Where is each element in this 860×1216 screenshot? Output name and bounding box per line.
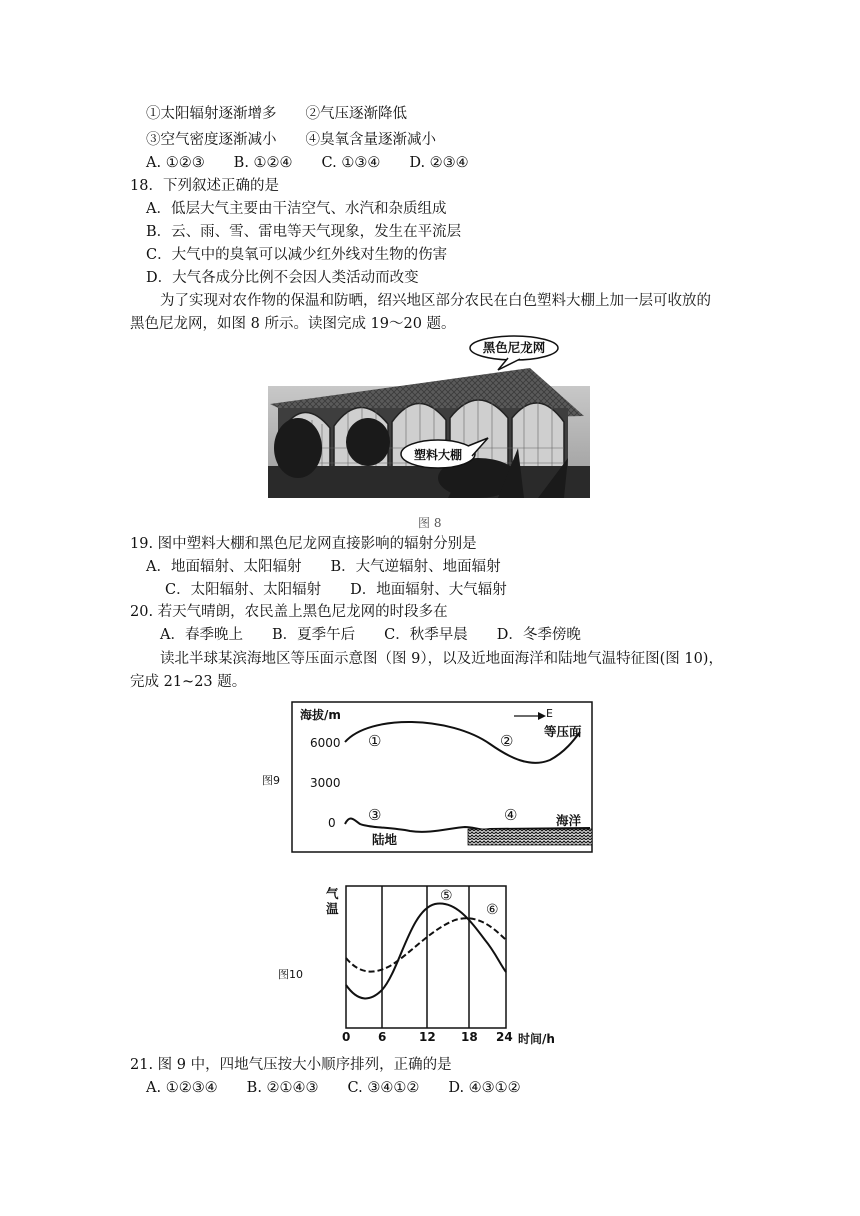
ocean-fill: [468, 829, 592, 845]
point-4-label: ④: [504, 806, 518, 824]
figure-10-frame: [346, 886, 506, 1028]
curve-6-ocean: [346, 918, 506, 971]
point-2-label: ②: [500, 732, 514, 750]
shed-label: 塑料大棚: [413, 448, 462, 462]
temperature-chart: [270, 880, 570, 1030]
figure-8-caption: 图 8: [418, 516, 442, 530]
figure-9-arrow-label: E: [546, 707, 553, 720]
intro-21-line-2: 完成 21~23 题。: [130, 674, 247, 690]
net-callout: [468, 334, 560, 362]
q17-options: A. ①②③ B. ①②④ C. ①③④ D. ②③④: [146, 155, 469, 171]
x-tick-6: 6: [378, 1030, 387, 1044]
q17-statements-1: ①太阳辐射逐渐增多 ②气压逐渐降低: [146, 106, 407, 122]
shed-callout: [400, 436, 478, 466]
q18-option-d: D．大气各成分比例不会因人类活动而改变: [146, 270, 419, 286]
figure-10-ylabel-1: 气: [326, 886, 339, 901]
q19-options-cd: C．太阳辐射、太阳辐射 D．地面辐射、大气辐射: [165, 582, 507, 598]
figure-10-label: 图10: [278, 968, 303, 981]
figure-8: [268, 338, 590, 498]
x-tick-0: 0: [342, 1030, 351, 1044]
land-label: 陆地: [372, 832, 398, 847]
figure-9-ylabel: 海拔/m: [300, 708, 341, 722]
curve-5-land: [346, 903, 506, 998]
point-3-label: ③: [368, 806, 382, 824]
east-arrowhead: [538, 712, 546, 720]
figure-10: [270, 880, 570, 1048]
x-tick-12: 12: [419, 1030, 436, 1044]
q18-stem: 18．下列叙述正确的是: [130, 178, 279, 194]
q20-options: A．春季晚上 B．夏季午后 C．秋季早晨 D．冬季傍晚: [160, 627, 581, 643]
y-tick-3000: 3000: [310, 776, 341, 790]
q17-statements-2: ③空气密度逐渐减小 ④臭氧含量逐渐减小: [146, 132, 436, 148]
curve-6-label: ⑥: [486, 902, 499, 918]
q19-stem: 19. 图中塑料大棚和黑色尼龙网直接影响的辐射分别是: [130, 536, 477, 552]
figure-10-ylabel-2: 温: [326, 901, 339, 916]
q18-option-a: A．低层大气主要由干洁空气、水汽和杂质组成: [146, 201, 447, 217]
figure-9-label: 图9: [262, 774, 280, 787]
intro-19-line-1: 为了实现对农作物的保温和防晒，绍兴地区部分农民在白色塑料大棚上加一层可收放的: [160, 293, 711, 309]
x-tick-24: 24: [496, 1030, 513, 1044]
point-1-label: ①: [368, 732, 382, 750]
x-tick-18: 18: [461, 1030, 478, 1044]
q18-option-b: B．云、雨、雪、雷电等天气现象，发生在平流层: [146, 224, 462, 240]
net-label: 黑色尼龙网: [482, 340, 546, 355]
q20-stem: 20. 若天气晴朗，农民盖上黑色尼龙网的时段多在: [130, 604, 448, 620]
curve-5-label: ⑤: [440, 888, 453, 904]
intro-19-line-2: 黑色尼龙网，如图 8 所示。读图完成 19～20 题。: [130, 316, 456, 332]
y-tick-0: 0: [328, 816, 336, 830]
q18-option-c: C．大气中的臭氧可以减少红外线对生物的伤害: [146, 247, 448, 263]
intro-21-line-1: 读北半球某滨海地区等压面示意图（图 9），以及近地面海洋和陆地气温特征图(图 10)，: [160, 651, 723, 667]
y-tick-6000: 6000: [310, 736, 341, 750]
ocean-label: 海洋: [556, 813, 582, 828]
isobar-label: 等压面: [544, 724, 582, 739]
figure-9: [250, 696, 600, 858]
q21-options: A. ①②③④ B. ②①④③ C. ③④①② D. ④③①②: [146, 1080, 521, 1096]
q21-stem: 21. 图 9 中，四地气压按大小顺序排列，正确的是: [130, 1057, 452, 1073]
q19-options-ab: A．地面辐射、太阳辐射 B．大气逆辐射、地面辐射: [146, 559, 501, 575]
x-axis-label: 时间/h: [518, 1032, 555, 1046]
